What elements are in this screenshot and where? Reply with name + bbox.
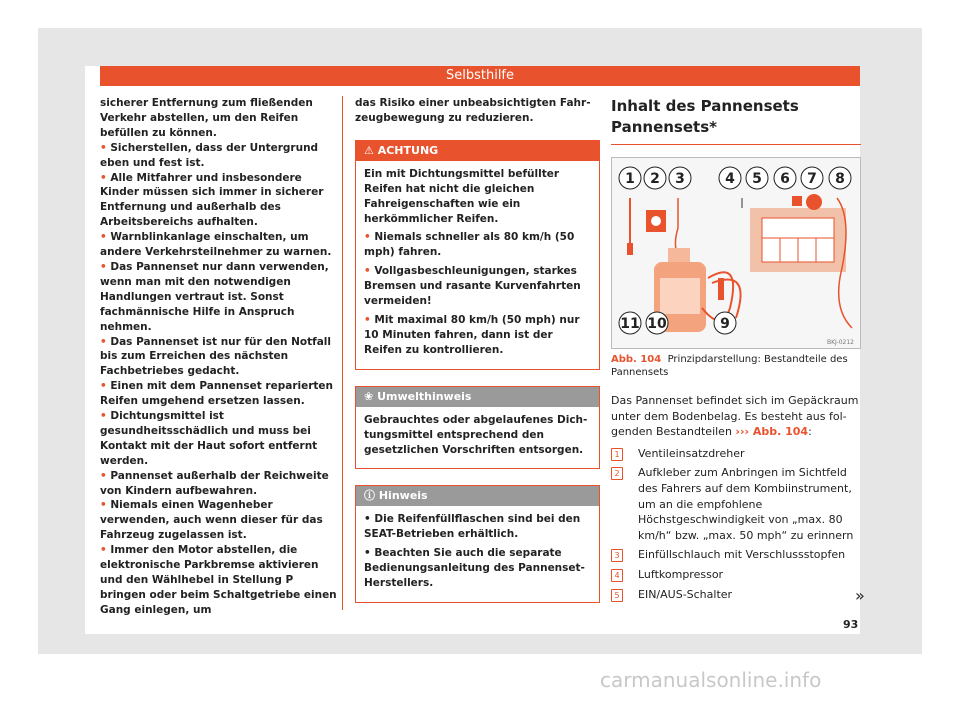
list-item: • Sicherstellen, dass der Untergrund eben und fest ist.	[100, 141, 319, 169]
figure-label: 4	[725, 171, 735, 187]
repair-kit-illustration	[612, 158, 860, 348]
warning-box	[355, 140, 600, 370]
list-item: • Beachten Sie auch die separate Bedienungsanleitung des Pannenset-Herstellers.	[364, 547, 585, 590]
list-item: • Das Pannenset ist nur für den Notfall bis zum Erreichen des nächsten Fachbetriebes gedacht.	[100, 335, 331, 378]
figure-label: 10	[647, 316, 667, 332]
page-number: 93	[843, 618, 859, 631]
list-item: • Alle Mitfahrer und insbesondere Kinder müssen sich immer in sicherer Entfernung und außerhalb des Arbeitsbereichs aufhalten.	[100, 171, 324, 229]
figure-label: 5	[752, 171, 762, 187]
list-item: • Warnblinkanlage einschalten, um andere Verkehrsteilnehmer zu warnen.	[100, 231, 332, 259]
bullet-icon: •	[364, 313, 375, 326]
bullet-icon: •	[100, 469, 111, 482]
bullet-icon: •	[364, 513, 375, 526]
body-text: Das Pannenset befindet sich im Gepäckraum unter dem Bodenbelag. Es besteht aus folgenden Bestandteilen ››› Abb. 104:	[611, 394, 859, 439]
warning-text: Ein mit Dichtungsmittel befüllter Reifen hat nicht die gleichen Fahreigenschaften wie ein herkömmlicher Reifen.	[364, 167, 560, 225]
environment-box	[355, 386, 600, 470]
list-item: • Mit maximal 80 km/h (50 mph) nur 10 Minuten fahren, dann ist der Reifen zu kontrollieren.	[364, 313, 580, 356]
list-item: • Einen mit dem Pannenset reparierten Reifen umgehend ersetzen lassen.	[100, 380, 334, 408]
bullet-icon: •	[100, 544, 111, 557]
continue-marker: »	[855, 586, 865, 605]
bullet-icon: •	[100, 260, 111, 273]
figure-label: 8	[835, 171, 845, 187]
figure-label: 7	[807, 171, 817, 187]
list-item: • Das Pannenset nur dann verwenden, wenn man mit den notwendigen Handlungen vertraut ist. Sonst fachmännische Hilfe in Anspruch nehmen.	[100, 260, 329, 333]
figure-label: 9	[720, 316, 730, 332]
intro-text: sicherer Entfernung zum fließenden Verkehr abstellen, um den Reifen befüllen zu können.	[100, 97, 313, 139]
hint-title: Hinweis	[378, 489, 428, 503]
column-left	[100, 96, 343, 616]
bullet-icon: •	[100, 335, 111, 348]
figure-code: BKJ-0212	[826, 339, 854, 346]
bullet-icon: •	[364, 231, 375, 244]
hint-header	[356, 486, 599, 506]
section-title: Inhalt des Pannensets Pannensets*	[611, 96, 861, 145]
figure-caption: Abb. 104 Prinzipdarstellung: Bestandteile des Pannensets	[611, 354, 848, 378]
list-item: • Pannenset außerhalb der Reichweite von Kindern aufbewahren.	[100, 469, 329, 497]
bullet-icon: •	[100, 410, 111, 423]
warning-header	[356, 141, 599, 161]
warning-triangle-icon: ⚠	[364, 143, 374, 157]
figure-label: 11	[620, 316, 640, 332]
list-item: • Vollgasbeschleunigungen, starkes Bremsen und rasante Kurvenfahrten vermeiden!	[364, 265, 581, 308]
list-item: 2 Aufkleber zum Anbringen im Sichtfeld des Fahrers auf dem Kombiinstrument, um an die empfohlene Höchstgeschwindigkeit von „max. 80 km/h“ bzw. „max. 50 mph“ zu erinnern	[611, 465, 861, 543]
components-list	[611, 446, 861, 602]
leaf-icon: ❀	[364, 389, 374, 403]
column-right	[611, 96, 861, 606]
list-item: • Niemals schneller als 80 km/h (50 mph) fahren.	[364, 231, 575, 259]
list-item: • Die Reifenfüllflaschen sind bei den SEAT-Betrieben erhältlich.	[364, 513, 581, 541]
intro-text: das Risiko einer unbeabsichtigten Fahrzeugbewegung zu reduzieren.	[355, 97, 591, 124]
list-item: • Niemals einen Wagenheber verwenden, auch wenn dieser für das Fahrzeug zugelassen ist.	[100, 499, 323, 542]
figure-label: 3	[675, 171, 685, 187]
bullet-icon: •	[364, 547, 375, 560]
figure-label: 2	[650, 171, 660, 187]
figure-tire-repair-kit	[611, 157, 861, 349]
info-icon: ⓘ	[364, 489, 375, 503]
list-item: • Immer den Motor abstellen, die elektronische Parkbremse aktivieren und den Wählhebel in Stellung P bringen oder beim Schaltgetriebe einen Gang einlegen, um	[100, 544, 337, 616]
warning-title: ACHTUNG	[377, 143, 439, 157]
figure-label: 1	[625, 171, 635, 187]
bullet-icon: •	[100, 380, 111, 393]
figure-reference-link[interactable]: ››› Abb. 104	[735, 425, 809, 439]
environment-text: Gebrauchtes oder abgelaufenes Dichtungsmittel entsprechend den gesetzlichen Vorschriften entsorgen.	[364, 413, 588, 456]
bullet-icon: •	[100, 499, 111, 512]
bullet-icon: •	[100, 171, 111, 184]
list-item: 1 Ventileinsatzdreher	[611, 446, 861, 462]
list-item: 5 EIN/AUS-Schalter	[611, 587, 861, 603]
watermark: carmanualsonline.info	[600, 668, 822, 692]
figure-label: 6	[780, 171, 790, 187]
environment-header	[356, 387, 599, 407]
bullet-icon: •	[364, 265, 375, 278]
hint-box	[355, 485, 600, 603]
list-item: 4 Luftkompressor	[611, 567, 861, 583]
bullet-icon: •	[100, 231, 111, 244]
list-item: 3 Einfüllschlauch mit Verschlussstopfen	[611, 547, 861, 563]
environment-title: Umwelthinweis	[377, 389, 472, 403]
column-middle	[355, 96, 600, 603]
list-item: • Dichtungsmittel ist gesundheitsschädlich und muss bei Kontakt mit der Haut sofort entfernt werden.	[100, 410, 318, 467]
section-header: Selbsthilfe	[100, 66, 860, 86]
bullet-icon: •	[100, 141, 111, 154]
